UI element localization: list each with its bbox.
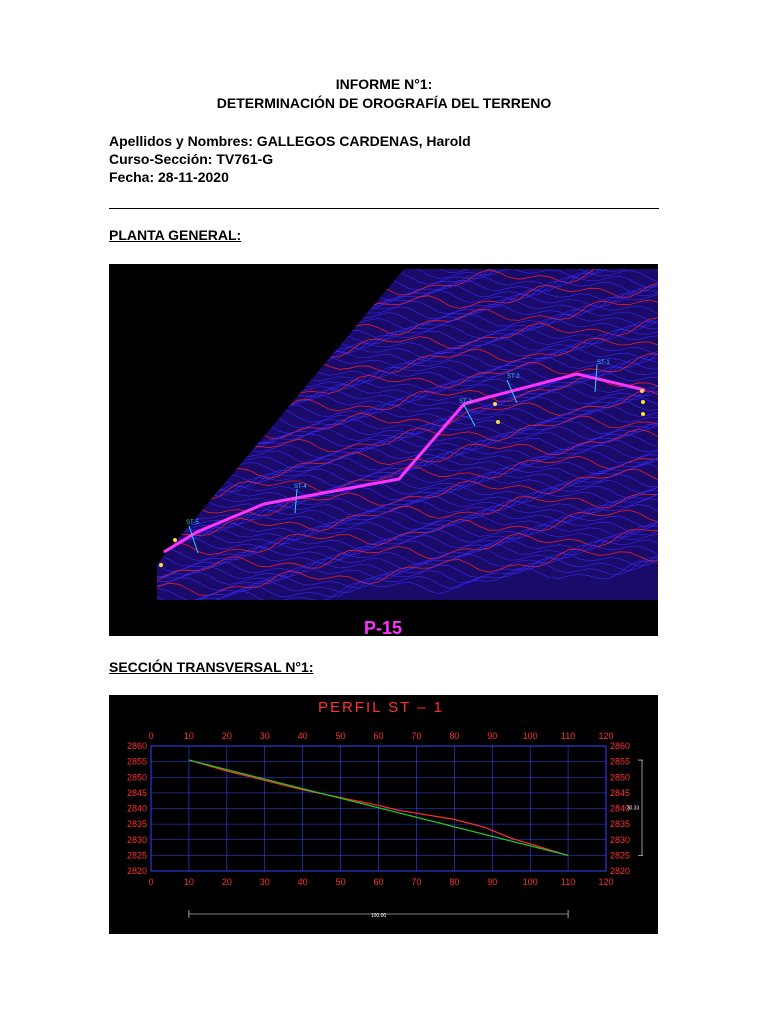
y-tick-label: 2845 (610, 787, 631, 798)
x-tick-label: 30 (259, 731, 270, 741)
x-tick-label: 10 (183, 877, 194, 887)
author-name: Apellidos y Nombres: GALLEGOS CARDENAS, Harold (109, 133, 471, 149)
y-tick-label: 2840 (610, 803, 631, 814)
y-tick-label: 2855 (126, 756, 147, 767)
station-label: ST-5 (186, 520, 199, 526)
station-label: ST-3 (459, 399, 472, 405)
x-tick-label: 60 (373, 731, 384, 741)
x-tick-label: 0 (148, 731, 154, 741)
y-tick-label: 2845 (126, 787, 147, 798)
y-tick-label: 2850 (610, 772, 631, 783)
vertical-dimension-label: 30.33 (626, 805, 640, 812)
x-tick-label: 10 (183, 731, 194, 741)
x-tick-label: 110 (560, 731, 576, 741)
x-tick-label: 30 (259, 877, 270, 887)
x-tick-label: 120 (598, 731, 614, 741)
x-tick-label: 100 (522, 731, 538, 741)
x-tick-label: 20 (221, 877, 232, 887)
x-tick-label: 100 (522, 877, 538, 887)
x-tick-label: 70 (411, 877, 422, 887)
x-tick-label: 70 (411, 731, 422, 741)
plan-heading: PLANTA GENERAL: (109, 227, 242, 243)
x-tick-label: 80 (449, 731, 460, 741)
x-tick-label: 80 (449, 877, 460, 887)
y-tick-label: 2855 (610, 756, 631, 767)
x-tick-label: 50 (335, 877, 346, 887)
profile-chart (109, 695, 658, 934)
section-heading: SECCIÓN TRANSVERSAL N°1: (109, 659, 314, 675)
y-tick-label: 2830 (610, 834, 631, 845)
y-tick-label: 2860 (126, 741, 147, 751)
y-tick-label: 2825 (610, 850, 631, 861)
plan-drawing (109, 264, 658, 636)
station-label: ST-1 (597, 360, 610, 366)
x-tick-label: 0 (148, 877, 154, 887)
y-tick-label: 2835 (126, 819, 147, 830)
x-tick-label: 90 (487, 731, 498, 741)
report-title: INFORME N°1: (335, 76, 433, 92)
report-date: Fecha: 28-11-2020 (109, 169, 229, 185)
x-tick-label: 90 (487, 877, 498, 887)
horizontal-dimension-label: 100.00 (370, 913, 387, 919)
plan-label: P-15 (363, 618, 403, 636)
report-subtitle: DETERMINACIÓN DE OROGRAFÍA DEL TERRENO (216, 95, 552, 111)
y-tick-label: 2835 (610, 819, 631, 830)
y-tick-label: 2830 (126, 834, 147, 845)
x-tick-label: 50 (335, 731, 346, 741)
chart-grid (151, 746, 606, 871)
y-tick-label: 2820 (610, 866, 631, 876)
x-tick-label: 40 (297, 877, 308, 887)
divider-line (109, 208, 659, 209)
station-label: ST-2 (507, 374, 520, 380)
y-tick-label: 2860 (610, 741, 631, 751)
x-tick-label: 20 (221, 731, 232, 741)
profile-chart-svg (109, 695, 658, 934)
x-tick-label: 60 (373, 877, 384, 887)
y-tick-label: 2820 (126, 866, 147, 876)
station-label: ST-4 (294, 484, 307, 490)
x-tick-label: 120 (598, 877, 614, 887)
plan-view (109, 264, 658, 636)
x-tick-label: 110 (560, 877, 576, 887)
y-tick-label: 2825 (126, 850, 147, 861)
y-tick-label: 2850 (126, 772, 147, 783)
y-tick-label: 2840 (126, 803, 147, 814)
course-section: Curso-Sección: TV761-G (109, 151, 274, 167)
x-tick-label: 40 (297, 731, 308, 741)
chart-title: PERFIL ST – 1 (317, 699, 445, 716)
